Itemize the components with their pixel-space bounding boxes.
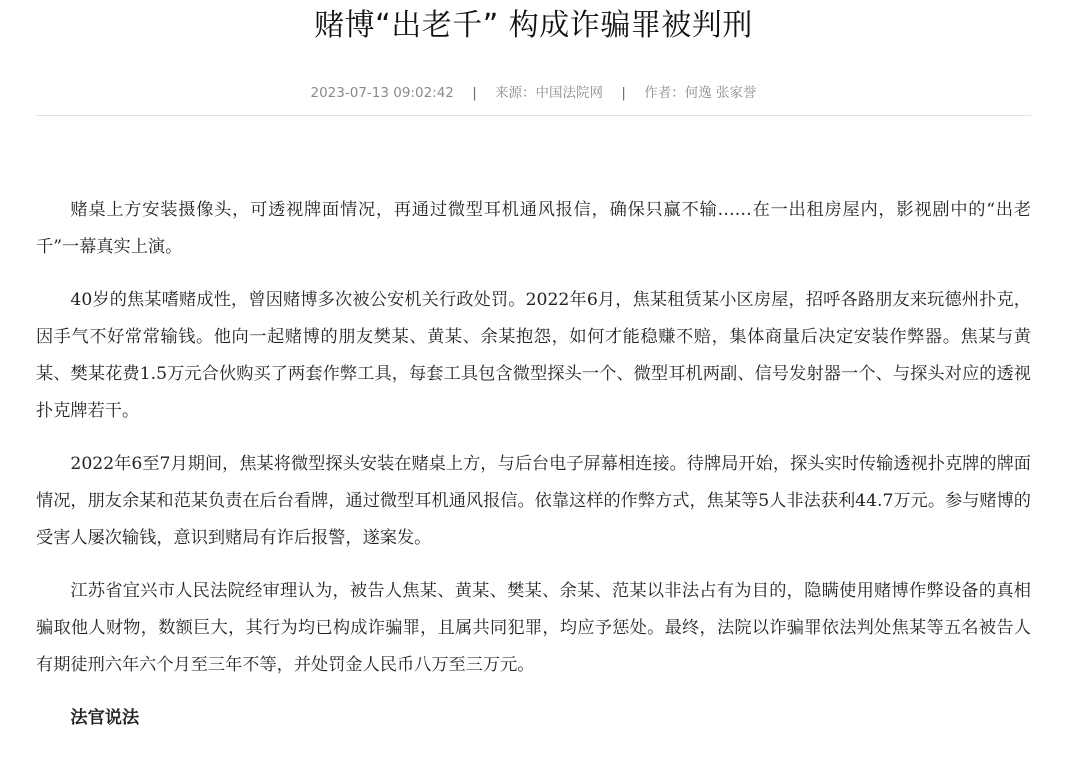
author-label: 作者： — [644, 85, 685, 101]
source-label: 来源： — [495, 85, 536, 101]
article-meta — [36, 83, 1031, 103]
source-name: 中国法院网 — [535, 85, 604, 101]
section-heading: 法官说法 — [70, 708, 140, 728]
meta-divider — [36, 115, 1031, 116]
article — [36, 0, 1031, 737]
meta-separator: | — [621, 85, 626, 101]
article-body — [36, 192, 1031, 737]
publish-datetime: 2023-07-13 09:02:42 — [310, 85, 454, 101]
body-paragraph: 2022年6至7月期间，焦某将微型探头安装在赌桌上方，与后台电子屏幕相连接。待牌局开始，探头实时传输透视扑克牌的牌面情况，朋友余某和范某负责在后台看牌，通过微型耳机通风报信。依靠这样的作弊方式，焦某等5人非法获利44.7万元。参与赌博的受害人屡次输钱，意识到赌局有诈后报警，遂案发。 — [36, 454, 1031, 548]
body-paragraph: 江苏省宜兴市人民法院经审理认为，被告人焦某、黄某、樊某、余某、范某以非法占有为目的，隐瞒使用赌博作弊设备的真相骗取他人财物，数额巨大，其行为均已构成诈骗罪，且属共同犯罪，均应予惩处。最终，法院以诈骗罪依法判处焦某等五名被告人有期徒刑六年六个月至三年不等，并处罚金人民币八万至三万元。 — [36, 581, 1031, 675]
body-paragraph: 赌桌上方安装摄像头，可透视牌面情况，再通过微型耳机通风报信，确保只赢不输……在一出租房屋内，影视剧中的“出老千”一幕真实上演。 — [36, 200, 1031, 257]
meta-separator: | — [472, 85, 477, 101]
article-title: 赌博“出老千” 构成诈骗罪被判刑 — [314, 8, 753, 43]
body-paragraph: 40岁的焦某嗜赌成性，曾因赌博多次被公安机关行政处罚。2022年6月，焦某租赁某小区房屋，招呼各路朋友来玩德州扑克，因手气不好常常输钱。他向一起赌博的朋友樊某、黄某、余某抱怨，如何才能稳赚不赔，集体商量后决定安装作弊器。焦某与黄某、樊某花费1.5万元合伙购买了两套作弊工具，每套工具包含微型探头一个、微型耳机两副、信号发射器一个、与探头对应的透视扑克牌若干。 — [36, 290, 1031, 421]
author-names: 何逸 张家誉 — [684, 85, 757, 101]
